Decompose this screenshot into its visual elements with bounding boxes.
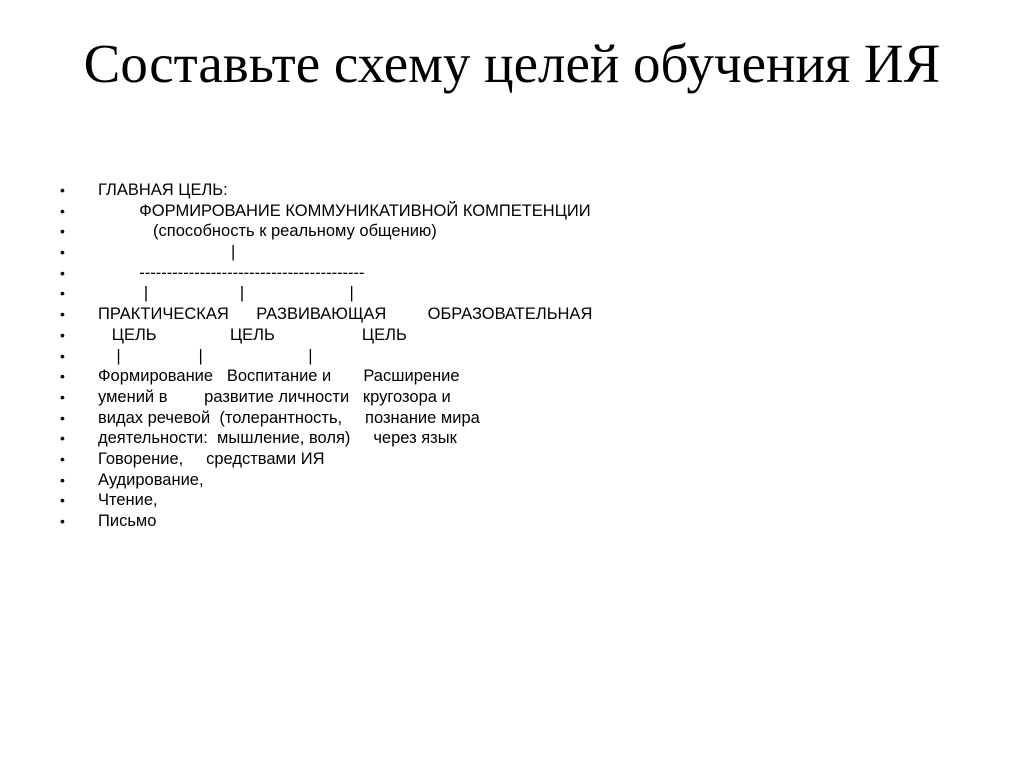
bullet-item bbox=[60, 242, 1000, 263]
bullet-item bbox=[60, 470, 1000, 491]
bullet-text: Аудирование, bbox=[98, 470, 204, 489]
bullet-marker: • bbox=[60, 264, 65, 281]
bullet-marker: • bbox=[60, 202, 65, 219]
bullet-text: | | | bbox=[98, 284, 354, 303]
bullet-marker: • bbox=[60, 306, 65, 323]
bullet-item bbox=[60, 428, 1000, 449]
bullet-marker: • bbox=[60, 388, 65, 405]
bullet-list bbox=[60, 180, 1000, 532]
bullet-item bbox=[60, 449, 1000, 470]
bullet-text: | | | bbox=[98, 346, 313, 365]
bullet-text: деятельности: мышление, воля) через язык bbox=[98, 429, 457, 448]
bullet-item bbox=[60, 221, 1000, 242]
bullet-marker: • bbox=[60, 409, 65, 426]
bullet-marker: • bbox=[60, 471, 65, 488]
bullet-marker: • bbox=[60, 450, 65, 467]
bullet-item bbox=[60, 366, 1000, 387]
bullet-item bbox=[60, 304, 1000, 325]
bullet-text: умений в развитие личности кругозора и bbox=[98, 387, 451, 406]
bullet-marker: • bbox=[60, 223, 65, 240]
bullet-item bbox=[60, 263, 1000, 284]
bullet-marker: • bbox=[60, 430, 65, 447]
bullet-text: ГЛАВНАЯ ЦЕЛЬ: bbox=[98, 181, 228, 199]
bullet-text: ЦЕЛЬ ЦЕЛЬ ЦЕЛЬ bbox=[98, 325, 407, 344]
bullet-text: ФОРМИРОВАНИЕ КОММУНИКАТИВНОЙ КОМПЕТЕНЦИИ bbox=[98, 201, 591, 220]
bullet-text: ----------------------------------------- bbox=[98, 263, 365, 282]
bullet-item bbox=[60, 346, 1000, 367]
bullet-item bbox=[60, 490, 1000, 511]
bullet-text: ПРАКТИЧЕСКАЯ РАЗВИВАЮЩАЯ ОБРАЗОВАТЕЛЬНАЯ bbox=[98, 305, 593, 324]
bullet-marker: • bbox=[60, 182, 65, 198]
bullet-item bbox=[60, 180, 1000, 201]
bullet-marker: • bbox=[60, 347, 65, 364]
bullet-text: видах речевой (толерантность, познание мира bbox=[98, 408, 480, 427]
bullet-marker: • bbox=[60, 492, 65, 509]
slide-title: Составьте схему целей обучения ИЯ bbox=[83, 33, 941, 94]
bullet-item bbox=[60, 201, 1000, 222]
bullet-text: Чтение, bbox=[98, 491, 158, 510]
bullet-text: (способность к реальному общению) bbox=[98, 222, 437, 241]
bullet-marker: • bbox=[60, 326, 65, 343]
bullet-item bbox=[60, 408, 1000, 429]
bullet-item bbox=[60, 325, 1000, 346]
bullet-text: Говорение, средствами ИЯ bbox=[98, 449, 325, 468]
bullet-marker: • bbox=[60, 368, 65, 385]
bullet-marker: • bbox=[60, 244, 65, 261]
bullet-text: Письмо bbox=[98, 512, 157, 530]
bullet-text: Формирование Воспитание и Расширение bbox=[98, 367, 460, 386]
bullet-item bbox=[60, 283, 1000, 304]
bullet-marker: • bbox=[60, 513, 65, 529]
bullet-marker: • bbox=[60, 285, 65, 302]
bullet-text: | bbox=[98, 243, 236, 262]
bullet-item bbox=[60, 511, 1000, 532]
bullet-item bbox=[60, 387, 1000, 408]
